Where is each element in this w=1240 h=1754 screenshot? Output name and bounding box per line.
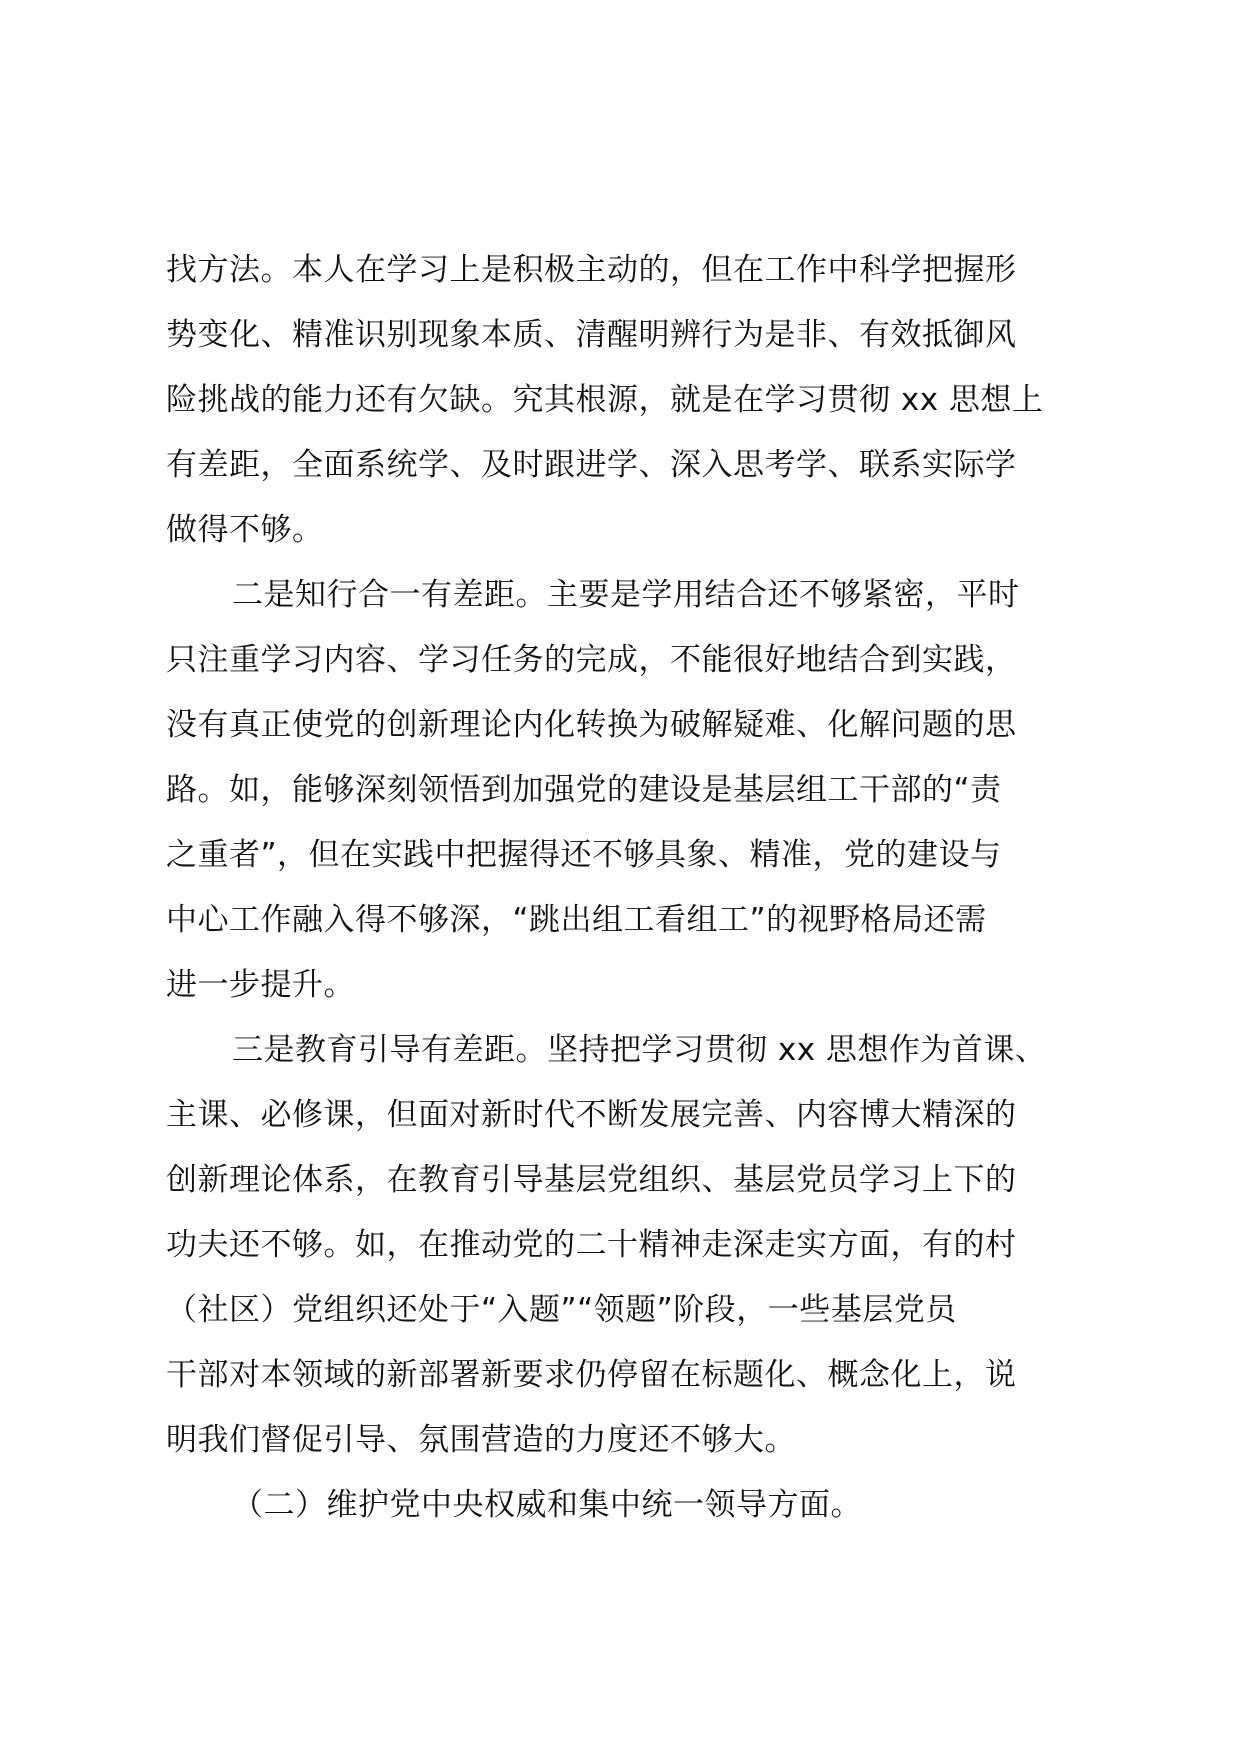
paragraph-line: 干部对本领域的新部署新要求仍停留在标题化、概念化上，说 <box>166 1357 1017 1393</box>
paragraph-line: 之重者”，但在实践中把握得还不够具象、精准，党的建设与 <box>166 837 1002 873</box>
paragraph-line: 只注重学习内容、学习任务的完成，不能很好地结合到实践， <box>166 642 1017 678</box>
document-body <box>166 238 1086 1538</box>
paragraph-line: （社区）党组织还处于“入题”“领题”阶段，一些基层党员 <box>166 1292 957 1328</box>
paragraph-line: 明我们督促引导、氛围营造的力度还不够大。 <box>166 1422 796 1458</box>
paragraph-line: 三是教育引导有差距。坚持把学习贯彻 xx 思想作为首课、 <box>232 1032 1047 1068</box>
paragraph-line: 找方法。本人在学习上是积极主动的，但在工作中科学把握形 <box>166 252 1017 288</box>
paragraph-line: 中心工作融入得不够深，“跳出组工看组工”的视野格局还需 <box>166 902 987 938</box>
paragraph-line: 势变化、精准识别现象本质、清醒明辨行为是非、有效抵御风 <box>166 317 1017 353</box>
paragraph-line: 没有真正使党的创新理论内化转换为破解疑难、化解问题的思 <box>166 707 1017 743</box>
paragraph-line: 进一步提升。 <box>166 967 355 1003</box>
paragraph-line: 做得不够。 <box>166 512 324 548</box>
paragraph-line: 主课、必修课，但面对新时代不断发展完善、内容博大精深的 <box>166 1097 1017 1133</box>
paragraph-line: 二是知行合一有差距。主要是学用结合还不够紧密，平时 <box>232 577 1020 613</box>
paragraph-line: 功夫还不够。如，在推动党的二十精神走深走实方面，有的村 <box>166 1227 1017 1263</box>
paragraph-line: 创新理论体系，在教育引导基层党组织、基层党员学习上下的 <box>166 1162 1017 1198</box>
paragraph-line: 险挑战的能力还有欠缺。究其根源，就是在学习贯彻 xx 思想上 <box>166 382 1044 418</box>
paragraph-line: 路。如，能够深刻领悟到加强党的建设是基层组工干部的“责 <box>166 772 1002 808</box>
paragraph-line: 有差距，全面系统学、及时跟进学、深入思考学、联系实际学 <box>166 447 1017 483</box>
section-heading: （二）维护党中央权威和集中统一领导方面。 <box>232 1487 862 1523</box>
